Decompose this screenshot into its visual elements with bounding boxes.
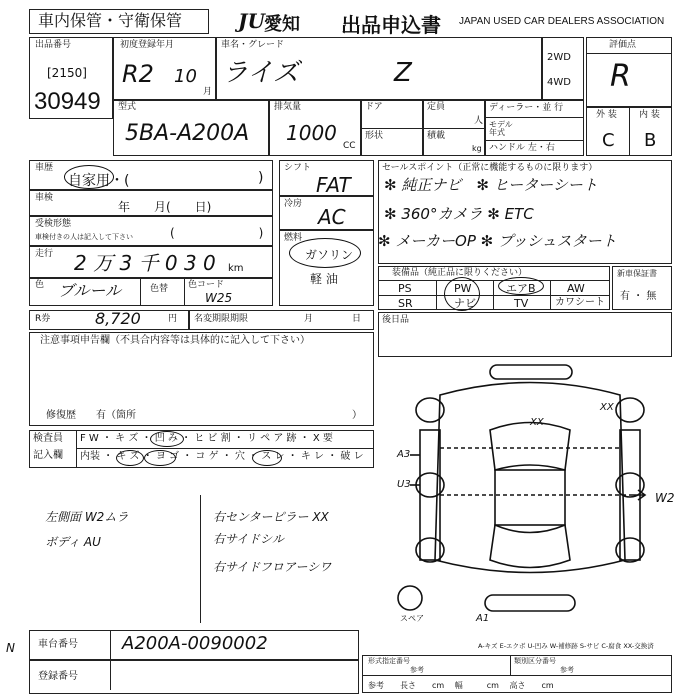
grade: Z bbox=[394, 58, 412, 88]
drive-box bbox=[542, 37, 584, 100]
model-label: 型式 bbox=[118, 102, 137, 112]
fuel-label: 燃料 bbox=[284, 233, 303, 243]
note-4: 右サイドシル bbox=[213, 532, 284, 546]
reg-month-unit: 月 bbox=[203, 87, 213, 97]
designation-label: 形式指定番号 bbox=[368, 657, 410, 665]
interior-defects: 内装 ・ キ ズ ・ ヨ ゴ ・ コ ゲ ・ 穴 ・ ス レ ・ キ レ ・ 破 レ bbox=[80, 451, 364, 462]
name-change-month: 月 bbox=[304, 314, 314, 324]
door-label: ドア bbox=[365, 102, 383, 112]
drive-2wd[interactable]: 2WD bbox=[547, 52, 571, 63]
model-year-label: モデル年式 bbox=[489, 120, 513, 137]
recycle-label: R券 bbox=[35, 314, 51, 324]
color-code-label: 色コード bbox=[188, 280, 225, 290]
ju-logo: JU bbox=[238, 9, 265, 33]
reg-month: 10 bbox=[174, 66, 197, 87]
note-1: 左側面 W2ムラ bbox=[45, 510, 129, 524]
load-label: 積載 bbox=[427, 131, 446, 141]
color-code: W25 bbox=[205, 291, 233, 305]
capacity-label: 定員 bbox=[427, 102, 446, 112]
dealer-label: ディーラー・並 行 bbox=[489, 103, 564, 113]
later-docs-label: 後日品 bbox=[382, 315, 410, 325]
eq-ab[interactable]: エアB bbox=[506, 282, 536, 295]
recycle-amount: 8,720 bbox=[95, 309, 141, 328]
sales-point-1: ✻ 純正ナビ ✻ ヒーターシート bbox=[384, 176, 598, 194]
car-damage-diagram bbox=[380, 360, 680, 630]
interior-label: 内 装 bbox=[639, 110, 660, 120]
exterior-label: 外 装 bbox=[596, 110, 617, 120]
drive-4wd[interactable]: 4WD bbox=[547, 77, 571, 88]
handle-label: ハンドル 左・右 bbox=[489, 143, 555, 153]
name-change-day: 日 bbox=[352, 314, 362, 324]
exterior-defects: F W ・ キ ズ ・ 凹 み ・ ヒ ビ 割 ・ リ ペ ア 跡 ・ X 要 bbox=[80, 433, 333, 444]
notes-label: 注意事項申告欄（不具合内容等は具体的に記入して下さい） bbox=[40, 335, 310, 346]
kg-label: kg bbox=[472, 144, 482, 153]
spare-label: スペア bbox=[400, 614, 424, 623]
shape-label: 形状 bbox=[365, 131, 384, 141]
displacement-label: 排気量 bbox=[274, 102, 302, 112]
mark-a3: A3 bbox=[397, 449, 411, 460]
lot-sub: [2150] bbox=[47, 66, 87, 80]
mark-u3: U3 bbox=[397, 479, 411, 490]
first-reg-label: 初度登録年月 bbox=[120, 40, 175, 50]
margin-n: N bbox=[6, 641, 15, 655]
class-ref: 参考 bbox=[560, 666, 574, 674]
name-change-label: 名変期限期限 bbox=[194, 314, 249, 324]
sales-points-label: セールスポイント（正常に機能するものに限ります） bbox=[382, 163, 598, 173]
color-change-label: 色替 bbox=[150, 284, 169, 294]
eval-label: 評価点 bbox=[609, 40, 637, 50]
recycle-unit: 円 bbox=[168, 314, 178, 324]
eq-ps[interactable]: PS bbox=[398, 282, 412, 295]
ref-row: 参考 長さ cm 幅 cm 高さ cm bbox=[368, 681, 554, 690]
eq-pw[interactable]: PW bbox=[454, 282, 472, 295]
warranty-yn[interactable]: 有 ・ 無 bbox=[620, 291, 657, 302]
inspection-date: 年 月( 日) bbox=[118, 200, 212, 214]
shift-value: FAT bbox=[316, 173, 351, 197]
reg-year: R2 bbox=[122, 60, 154, 88]
sales-point-3: ✻ メーカーOP ✻ プッシュスタート bbox=[378, 232, 617, 250]
mark-xx2: XX bbox=[600, 402, 614, 413]
eq-navi[interactable]: ナビ bbox=[454, 297, 476, 310]
capacity-unit: 人 bbox=[474, 116, 484, 126]
private-use[interactable]: 自家用・( bbox=[68, 173, 130, 189]
form-title: 出品申込書 bbox=[341, 13, 441, 37]
inspector-label: 検査員 bbox=[33, 433, 63, 444]
legend-label: A-キズ E-エクボ U-凹み W-補修跡 S-サビ C-腐食 XX-交換済 bbox=[478, 642, 654, 650]
note-3: 右センターピラー XX bbox=[213, 510, 329, 524]
reg-label: 登録番号 bbox=[38, 671, 78, 682]
mark-a1: A1 bbox=[476, 613, 490, 624]
later-docs-box bbox=[378, 312, 672, 357]
model-code: 5BA-A200A bbox=[125, 121, 250, 146]
aircon-value: AC bbox=[318, 205, 346, 229]
mileage-value: 2 万 3 千 0 3 0 bbox=[74, 251, 216, 275]
eq-sr[interactable]: SR bbox=[398, 297, 413, 310]
eq-leather[interactable]: カワシート bbox=[555, 297, 605, 308]
displacement-value: 1000 bbox=[286, 121, 337, 145]
repair-history: 修復歴 有（箇所 bbox=[46, 410, 136, 421]
insp-form-label: 受検形態 bbox=[35, 219, 72, 229]
inspection-label: 車検 bbox=[35, 193, 54, 203]
mileage-label: 走行 bbox=[35, 249, 54, 259]
class-label: 類別区分番号 bbox=[514, 657, 556, 665]
history-close: ) bbox=[258, 170, 264, 186]
warranty-label: 新車保証書 bbox=[617, 269, 657, 278]
insp-form-note: 車検付きの人は記入して下さい bbox=[35, 233, 133, 241]
shift-label: シフト bbox=[284, 163, 312, 173]
note-5: 右サイドフロアーシワ bbox=[213, 560, 332, 574]
history-label: 車歴 bbox=[35, 163, 54, 173]
exterior-grade: C bbox=[602, 130, 615, 151]
sales-point-2: ✻ 360°カメラ ✻ ETC bbox=[384, 205, 534, 223]
org-name: 愛知 bbox=[264, 14, 300, 35]
repair-close: ） bbox=[352, 410, 362, 421]
fuel-gasoline[interactable]: ガソリン bbox=[305, 248, 354, 262]
insp-form-paren: ( ) bbox=[170, 226, 264, 240]
eval-score: R bbox=[610, 59, 631, 94]
aircon-label: 冷房 bbox=[284, 199, 303, 209]
chassis-label: 車台番号 bbox=[38, 639, 78, 650]
form-subtitle: JAPAN USED CAR DEALERS ASSOCIATION bbox=[459, 16, 665, 27]
car-name-label: 車名・グレード bbox=[221, 40, 285, 50]
lot-number: 30949 bbox=[34, 88, 101, 115]
mark-xx1: XX bbox=[530, 417, 544, 428]
chassis-number: A200A-0090002 bbox=[122, 633, 268, 654]
equipment-label: 装備品（純正品に限りください） bbox=[392, 268, 528, 278]
km-label: km bbox=[228, 263, 244, 274]
storage-tag-text: 車内保管・守衛保管 bbox=[38, 11, 183, 30]
entry-label: 記入欄 bbox=[33, 450, 63, 461]
mark-w2: W2 bbox=[655, 491, 675, 505]
fuel-diesel[interactable]: 軽 油 bbox=[310, 272, 338, 286]
interior-grade: B bbox=[644, 130, 657, 151]
car-name: ライズ bbox=[222, 58, 299, 88]
note-2: ボディ AU bbox=[45, 535, 101, 549]
reg-box bbox=[29, 660, 359, 694]
cc-label: CC bbox=[343, 141, 356, 151]
lot-label: 出品番号 bbox=[35, 40, 72, 50]
color-value: ブルール bbox=[58, 281, 122, 300]
designation-ref: 参考 bbox=[410, 666, 424, 674]
eq-tv[interactable]: TV bbox=[514, 297, 529, 310]
color-label: 色 bbox=[35, 280, 45, 290]
eq-aw[interactable]: AW bbox=[567, 282, 585, 295]
